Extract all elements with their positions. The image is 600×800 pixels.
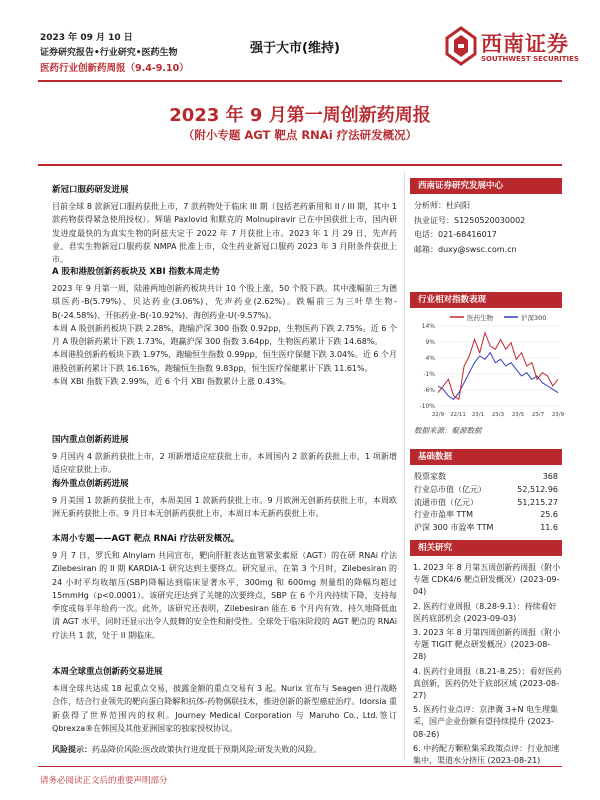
section-heading: 新冠口服药研发进展 bbox=[52, 185, 129, 195]
list-item[interactable]: 2. 医药行业周报（8.28-9.1）：持续看好医药底部机会 (2023-09-03) bbox=[413, 601, 557, 623]
footer-disclaimer: 请务必阅读正文后的重要声明部分 bbox=[40, 776, 168, 786]
row-value: 51,215.27 bbox=[517, 497, 558, 507]
logo-text-en: SOUTHWEST SECURITIES bbox=[481, 55, 579, 63]
risk-text: 药品降价风险;医改政策执行进度低于预期风险;研发失败的风险。 bbox=[92, 745, 322, 754]
related-research-heading: 相关研究 bbox=[410, 540, 562, 556]
basic-data-box bbox=[410, 449, 562, 535]
column-divider bbox=[404, 172, 405, 760]
y-tick-label: -10% bbox=[419, 403, 435, 410]
section-overseas-progress bbox=[52, 477, 397, 521]
section-heading: 国内重点创新药进展 bbox=[52, 435, 129, 445]
x-tick-label: 23/1 bbox=[471, 412, 485, 418]
row-value: 25.6 bbox=[540, 510, 558, 520]
section-paragraph: 2023 年 9 月第一周，陆港两地创新药板块共计 10 个股上涨，50 个股下跌。其中涨幅前三为德琪医药-B(5.79%)、贝达药业(3.06%)、先声药业(2.62%)。跌幅前三为三叶草生物-B(-24.58%)、开拓药业-B(-10.92%)、海创药业-U(-9.57%)。 bbox=[52, 284, 397, 320]
report-date: 2023 年 09 月 10 日 bbox=[40, 33, 133, 43]
x-tick-label: 22/11 bbox=[450, 412, 466, 418]
report-subtitle: （附小专题 AGT 靶点 RNAi 疗法研发概况） bbox=[182, 128, 418, 142]
chart-heading: 行业相对指数表现 bbox=[410, 292, 562, 308]
section-paragraph: 目前全球 8 款新冠口服药获批上市，7 款药物处于临床 III 期（包括老药新用和 II / III 期，其中 1 款药物获得紧急使用授权）。辉瑞 Paxlovid 和默克的 Molnupiravir 已在中国获批上市，国内研发进度最快的为真实生物的阿兹夫定于 2022 年 7 月获批上市。2023 年 1 月 29 日，先声药业、君实生物新冠口服药获 NMPA 批准上市，众生药业新冠口服药 2023 年 3 月附条件获批上市。 bbox=[52, 202, 397, 265]
table-row bbox=[410, 509, 562, 522]
row-value: 368 bbox=[542, 472, 558, 481]
analyst-cert: 执业证号：S1250520030002 bbox=[414, 215, 526, 225]
legend-label-hs300: 沪深300 bbox=[521, 314, 547, 322]
table-row bbox=[410, 522, 562, 535]
analyst-name: 分析师：杜向阳 bbox=[414, 201, 470, 210]
section-paragraph: 9 月美国 1 款新药获批上市，本周美国 1 款新药获批上市。9 月欧洲无创新药获批上市，本周欧洲无新药获批上市。9 月日本无创新药获批上市，本周日本无新药获批上市。 bbox=[52, 496, 397, 519]
y-tick-label: -1% bbox=[423, 371, 435, 378]
risk-warning bbox=[52, 743, 397, 756]
table-row bbox=[410, 484, 562, 497]
table-row bbox=[410, 471, 562, 484]
company-logo bbox=[445, 22, 585, 77]
title-divider bbox=[38, 164, 562, 166]
performance-chart bbox=[410, 310, 565, 422]
chart-source: 数据来源：聚源数据 bbox=[414, 426, 482, 435]
section-heading: A 股和港股创新药板块及 XBI 指数本周走势 bbox=[52, 267, 220, 277]
series-line-pharma bbox=[438, 333, 558, 400]
legend-label-pharma: 医药生物 bbox=[467, 314, 493, 322]
list-item[interactable]: 5. 医药行业点评：京津冀 3+N 电生理集采，国产企业份额有望持续提升 (2023-08-26) bbox=[413, 705, 559, 739]
section-heading: 本周全球重点创新药交易进展 bbox=[52, 667, 163, 677]
section-paragraph: 本周 XBI 指数下跌 2.99%，近 6 个月 XBI 指数累计上涨 0.43%。 bbox=[52, 377, 291, 387]
logo-mark-icon bbox=[445, 26, 477, 66]
section-paragraph: 本周全球共达成 18 起重点交易，披露金额的重点交易有 3 起。Nurix 宣布与 Seagen 进行战略合作，结合行业领先的靶向蛋白降解和抗体-药物偶联技术，推进创新的新型癌症治疗。Idorsia 重新获得了世界范围内的权利。Journey Medical Corporation 与 Maruho Co., Ltd.签订 Qbrexza®在韩国及其他亚洲国家的独家授权协议。 bbox=[52, 684, 397, 733]
logo-text-cn: 西南证券 bbox=[481, 32, 569, 56]
related-research-box bbox=[410, 540, 562, 767]
y-tick-label: -6% bbox=[423, 387, 435, 394]
row-label: 行业市盈率 TTM bbox=[414, 510, 474, 520]
footer-divider bbox=[38, 766, 562, 767]
section-global-deals bbox=[52, 665, 397, 735]
row-label: 沪深 300 市盈率 TTM bbox=[414, 523, 494, 533]
analyst-heading: 西南证券研究发展中心 bbox=[410, 178, 562, 194]
section-paragraph: 9 月国内 4 款新药获批上市，2 项新增适应症获批上市，本周国内 2 款新药获批上市，1 项新增适应症获批上市。 bbox=[52, 452, 397, 475]
y-tick-label: 4% bbox=[425, 355, 435, 362]
x-tick-label: 23/3 bbox=[491, 412, 505, 418]
related-research-list bbox=[410, 562, 562, 767]
row-value: 52,512.96 bbox=[517, 484, 558, 494]
list-item[interactable]: 4. 医药行业周报（8.21-8.25）：看好医药真创新，医药仍处于底部区域 (2023-08-27) bbox=[413, 666, 562, 701]
section-paragraph: 本周 A 股创新药板块下跌 2.28%，跑输沪深 300 指数 0.92pp，生物医药下跌 2.75%。近 6 个月 A 股创新药累计下跌 1.73%，跑赢沪深 300 指数 3.64pp，生物医药累计下跌 14.68%。 bbox=[52, 323, 397, 347]
x-tick-label: 22/9 bbox=[431, 412, 445, 418]
y-tick-label: 14% bbox=[421, 323, 435, 330]
row-label: 流通市值（亿元） bbox=[414, 497, 478, 507]
section-paragraph: 本周港股创新药板块下跌 1.97%，跑输恒生指数 0.99pp，恒生医疗保健下跌 3.04%。近 6 个月港股创新药累计下跌 16.16%，跑输恒生指数 9.83pp，恒生医疗保健累计下跌 11.61%。 bbox=[52, 350, 397, 373]
section-market-trend bbox=[52, 265, 397, 388]
list-item[interactable]: 1. 2023 年 8 月第五周创新药周报（附小专题 CDK4/6 靶点研发概况）(2023-09-04) bbox=[413, 563, 561, 597]
x-tick-label: 23/5 bbox=[511, 412, 525, 418]
row-value: 11.6 bbox=[540, 523, 558, 533]
section-heading: 本周小专题——AGT 靶点 RNAi 疗法研发概况。 bbox=[52, 534, 240, 544]
risk-label: 风险提示： bbox=[52, 745, 92, 754]
y-tick-label: 9% bbox=[425, 339, 435, 346]
x-tick-label: 23/7 bbox=[531, 412, 545, 418]
section-domestic-progress bbox=[52, 433, 397, 477]
section-agt-topic bbox=[52, 532, 397, 642]
x-tick-label: 23/9 bbox=[551, 412, 565, 418]
analyst-box bbox=[410, 178, 562, 257]
report-series: 医药行业创新药周报（9.4-9.10） bbox=[40, 63, 189, 74]
list-item[interactable]: 3. 2023 年 8 月第四周创新药周报（附小专题 TIGIT 靶点研发概况）(2023-08-28) bbox=[413, 628, 561, 662]
report-title: 2023 年 9 月第一周创新药周报 bbox=[169, 105, 431, 126]
table-row bbox=[410, 497, 562, 510]
basic-data-heading: 基础数据 bbox=[410, 449, 562, 465]
row-label: 行业总市值（亿元） bbox=[414, 484, 486, 494]
section-heading: 海外重点创新药进展 bbox=[52, 479, 129, 489]
report-category: 证券研究报告•行业研究•医药生物 bbox=[40, 48, 178, 58]
analyst-email[interactable]: 邮箱：duxy@swsc.com.cn bbox=[414, 244, 517, 254]
industry-rating: 强于大市(维持) bbox=[250, 41, 340, 56]
basic-data-table bbox=[410, 471, 562, 535]
list-item[interactable]: 6. 中药配方颗粒集采政策点评：行业加速集中，渠道水分挤压 (2023-08-21) bbox=[413, 743, 560, 766]
analyst-phone: 电话：021-68416017 bbox=[414, 230, 497, 239]
header-divider bbox=[38, 80, 562, 82]
section-covid-oral-drugs bbox=[52, 183, 397, 266]
row-label: 股票家数 bbox=[414, 472, 446, 481]
section-paragraph: 9 月 7 日，罗氏和 Alnylam 共同宣布，靶向肝脏表达血管紧张素原（AGT）的在研 RNAi 疗法 Zilebesiran 的 II 期 KARDIA-1 研究达到主要终点。研究显示，在第 3 个月时，Zilebesiran 的 24 小时平均收缩压(SBP)降幅达到临床显著水平，300mg 和 600mg 剂量组的降幅均超过 15mmHg（p<0.0001）。该研究还达到了关键的次要终点，SBP 在 6 个月内持续下降，支持每季度或每半年给药一次。此外，该研究还表明，Zilebesiran 能在 6 个月内有效、持久地降低血清 AGT 水平，同时还显示出令人鼓舞的安全性和耐受性。全球处于临床阶段的 AGT 靶点的 RNAi 疗法共 1 款，处于 II 期临床。 bbox=[52, 551, 397, 640]
performance-chart-box bbox=[410, 292, 565, 436]
